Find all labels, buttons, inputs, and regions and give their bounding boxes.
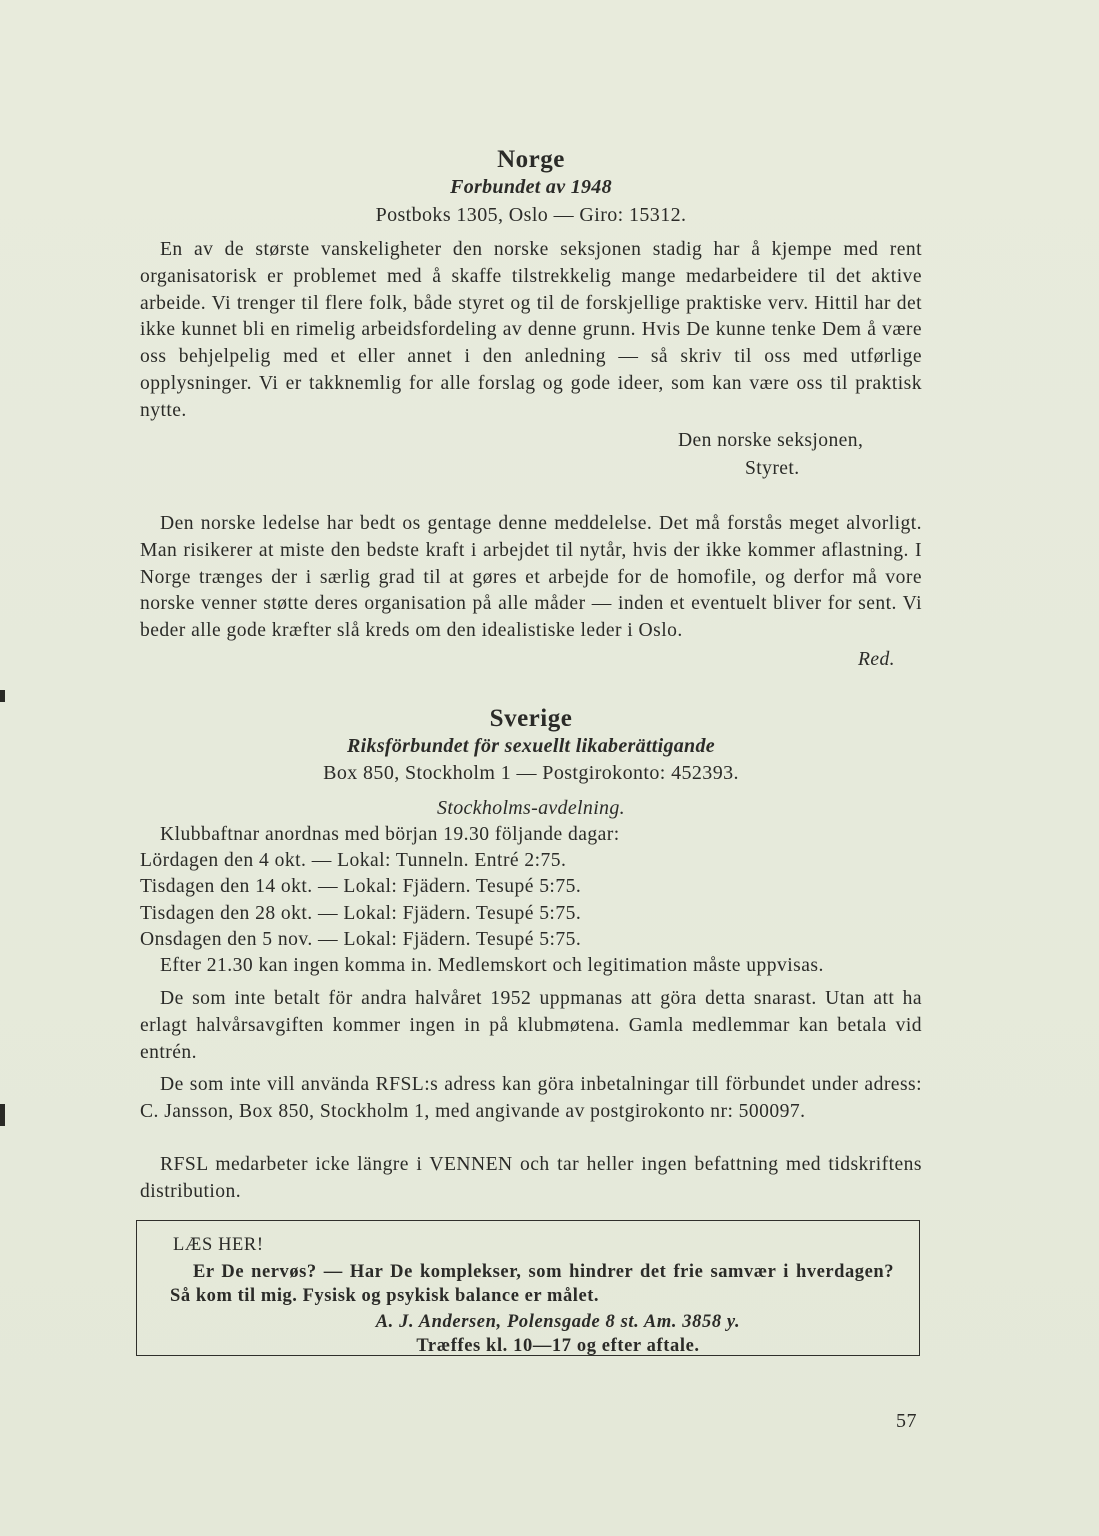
norge-signature-board: Styret. bbox=[745, 458, 800, 479]
sverige-department: Stockholms-avdelning. bbox=[437, 797, 625, 819]
sverige-address-paragraph: De som inte vill använda RFSL:s adress kan göra inbetalningar till förbundet under adress: C. Jansson, Box 850, Stockholm 1, med angivande av postgirokonto nr: 500097. bbox=[140, 1074, 922, 1122]
advertisement-hours: Træffes kl. 10—17 og efter aftale. bbox=[416, 1336, 700, 1356]
advertisement-heading: LÆS HER! bbox=[173, 1235, 264, 1255]
norge-subtitle: Forbundet av 1948 bbox=[450, 176, 612, 198]
editor-note-sign: Red. bbox=[858, 649, 895, 670]
sverige-subtitle: Riksförbundet för sexuellt likaberättigande bbox=[347, 735, 715, 757]
schedule-notice: Efter 21.30 kan ingen komma in. Medlemskort och legitimation måste uppvisas. bbox=[160, 955, 824, 977]
advertisement-box bbox=[136, 1220, 920, 1356]
sverige-distribution-paragraph: RFSL medarbeter icke längre i VENNEN och tar heller ingen befattning med tidskriftens distribution. bbox=[140, 1154, 922, 1202]
sverige-payment-paragraph-block bbox=[140, 986, 922, 1066]
schedule-intro: Klubbaftnar anordnas med början 19.30 följande dagar: bbox=[160, 824, 620, 845]
norge-title: Norge bbox=[497, 146, 565, 173]
norge-signature-org: Den norske seksjonen, bbox=[678, 430, 864, 451]
sverige-distribution-paragraph-block bbox=[140, 1152, 922, 1206]
sverige-address: Box 850, Stockholm 1 — Postgirokonto: 452393. bbox=[323, 762, 739, 784]
norge-body bbox=[140, 237, 922, 425]
norge-address: Postboks 1305, Oslo — Giro: 15312. bbox=[375, 204, 687, 226]
schedule-item: Onsdagen den 5 nov. — Lokal: Fjädern. Tesupé 5:75. bbox=[140, 928, 582, 950]
schedule-item: Lördagen den 4 okt. — Lokal: Tunneln. Entré 2:75. bbox=[140, 850, 567, 872]
advertisement-text: Er De nervøs? — Har De komplekser, som hindrer det frie samvær i hverdagen? Så kom til mig. Fysisk og psykisk balance er målet. bbox=[170, 1262, 894, 1307]
scan-edge-mark bbox=[0, 690, 5, 702]
schedule-item: Tisdagen den 28 okt. — Lokal: Fjädern. Tesupé 5:75. bbox=[140, 902, 582, 924]
schedule-item: Tisdagen den 14 okt. — Lokal: Fjädern. Tesupé 5:75. bbox=[140, 876, 582, 898]
sverige-title: Sverige bbox=[489, 705, 573, 732]
editor-note-paragraph: Den norske ledelse har bedt os gentage denne meddelelse. Det må forstås meget alvorligt. Man risikerer at miste den bedste kraft i arbejdet til nytår, hvis der ikke kommer aflastning. I Norge trænges der i særlig grad til at gøres et arbejde for de homofile, og derfor må vore norske venner støtte deres organisation på alle måder — inden et eventuelt bliver for sent. Vi beder alle gode kræfter slå kreds om den idealistiske leder i Oslo. bbox=[140, 513, 922, 642]
scan-edge-mark bbox=[0, 1104, 5, 1126]
sverige-address-paragraph-block bbox=[140, 1072, 922, 1126]
norge-paragraph: En av de største vanskeligheter den norske seksjonen stadig har å kjempe med rent organisatorisk er problemet med å skaffe tilstrekkelig mange medarbeidere til det aktive arbeide. Vi trenger til flere folk, både styret og til de forskjellige praktiske verv. Hittil har det ikke kunnet bli en rimelig arbeidsfordeling av denne grunn. Hvis De kunne tenke Dem å være oss behjelpelig med et eller annet i den anledning — så skriv til oss med utførlige opplysninger. Vi er takknemlig for alle forslag og gode ideer, som kan være oss til praktisk nytte. bbox=[140, 239, 922, 421]
sverige-payment-paragraph: De som inte betalt för andra halvåret 1952 uppmanas att göra detta snarast. Utan att ha erlagt halvårsavgiften kommer ingen in på klubmøtena. Gamla medlemmar kan betala vid entrén. bbox=[140, 988, 922, 1063]
page-number: 57 bbox=[896, 1410, 917, 1432]
sverige-schedule bbox=[140, 822, 922, 979]
advertisement-contact: A. J. Andersen, Polensgade 8 st. Am. 3858 y. bbox=[375, 1312, 741, 1332]
editor-note bbox=[140, 511, 922, 645]
